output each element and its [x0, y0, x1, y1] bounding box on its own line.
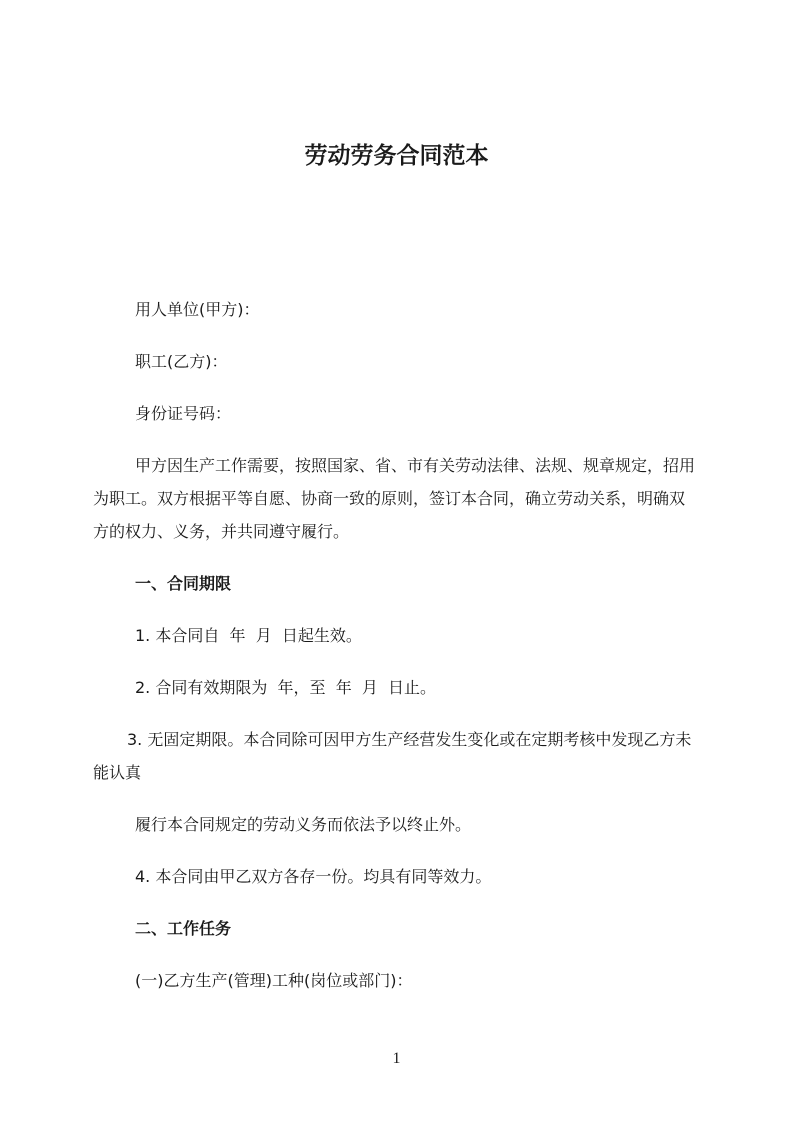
section-1-item-4: 4. 本合同由甲乙双方各存一份。均具有同等效力。 [135, 867, 492, 886]
employee-party-label: 职工(乙方)： [135, 352, 228, 371]
section-1-item-3-continuation: 履行本合同规定的劳动义务而依法予以终止外。 [135, 815, 472, 834]
intro-paragraph-line-2: 为职工。双方根据平等自愿、协商一致的原则，签订本合同，确立劳动关系，明确双 [93, 489, 686, 508]
intro-paragraph-line-3: 方的权力、义务，并共同遵守履行。 [93, 522, 350, 541]
id-number-label: 身份证号码： [135, 404, 232, 423]
intro-paragraph-line-1: 甲方因生产工作需要，按照国家、省、市有关劳动法律、法规、规章规定，招用 [135, 456, 696, 475]
document-title: 劳动劳务合同范本 [304, 143, 489, 169]
page-number: 1 [392, 1050, 401, 1067]
section-1-item-3-line-1: 3. 无固定期限。本合同除可因甲方生产经营发生变化或在定期考核中发现乙方未 [127, 730, 692, 749]
section-1-heading: 一、合同期限 [135, 574, 232, 593]
section-1-item-3-line-2: 能认真 [93, 763, 142, 782]
section-2-heading: 二、工作任务 [135, 919, 232, 938]
employer-party-label: 用人单位(甲方)： [135, 300, 260, 319]
section-1-item-1: 1. 本合同自 年 月 日起生效。 [135, 626, 362, 645]
section-1-item-2: 2. 合同有效期限为 年，至 年 月 日止。 [135, 678, 437, 697]
section-2-item-1: (一)乙方生产(管理)工种(岗位或部门)： [135, 971, 413, 990]
